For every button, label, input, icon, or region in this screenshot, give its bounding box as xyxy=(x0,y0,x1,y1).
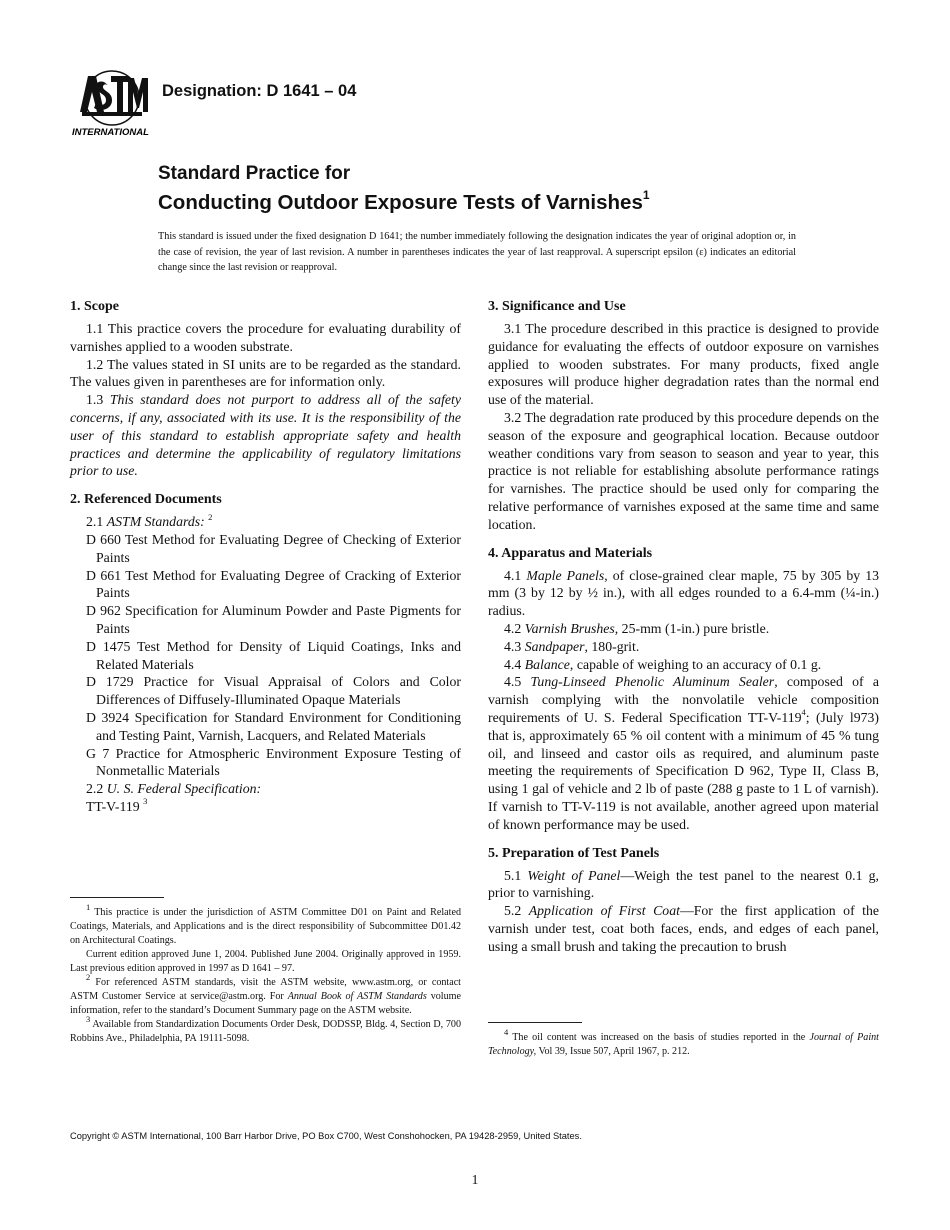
paragraph-text: , 180-grit. xyxy=(584,638,640,654)
reference-item: D 1729 Practice for Visual Appraisal of Colors and Color Differences of Diffusely-Illuminated Opaque Materials xyxy=(86,674,461,708)
section-significance-heading: 3. Significance and Use xyxy=(488,299,626,314)
issuance-notice: This standard is issued under the fixed designation D 1641; the number immediately following the designation indicates the year of original adoption or, in the case of revision, the year of last revision. A number in parentheses indicates the year of last reapproval. A superscript epsilon (ε) indicates an editorial change since the last revision or reapproval. xyxy=(158,231,796,274)
subsection-title: U. S. Federal Specification: xyxy=(106,781,262,797)
paragraph-text: , capable of weighing to an accuracy of 0.1 g. xyxy=(569,656,822,672)
footnotes-left xyxy=(70,901,461,1046)
reference-item: G 7 Practice for Atmospheric Environment Exposure Testing of Nonmetallic Materials xyxy=(86,745,461,779)
paragraph-1-3 xyxy=(70,391,461,480)
reference-item: D 1475 Test Method for Density of Liquid Coatings, Inks and Related Materials xyxy=(86,638,461,672)
paragraph-4-5 xyxy=(488,673,879,833)
paragraph-number: 4.2 xyxy=(504,620,525,636)
footnote-text: This practice is under the jurisdiction of ASTM Committee D01 on Paint and Related Coatings, Materials, and Applications and is the direct responsibility of Subcommittee D01.42 on Architectural Coatings. xyxy=(70,907,461,946)
subsection-title: ASTM Standards: xyxy=(106,514,205,530)
astm-logo xyxy=(68,68,152,138)
copyright-notice: Copyright © ASTM International, 100 Barr Harbor Drive, PO Box C700, West Conshohocken, PA 19428-2959, United States. xyxy=(70,1131,582,1141)
footnote-text: For referenced ASTM standards, visit the ASTM website, www.astm.org, or contact ASTM Customer Service at service@astm.org. For xyxy=(70,977,461,1002)
section-preparation-heading: 5. Preparation of Test Panels xyxy=(488,845,660,861)
footnote-1 xyxy=(70,901,461,948)
designation: Designation: D 1641 – 04 xyxy=(162,82,357,100)
footnote-number: 2 xyxy=(86,971,91,982)
footnote-number: 4 xyxy=(504,1026,509,1037)
title-block xyxy=(158,163,858,215)
paragraph-text: —For the first application of the varnish under test, coat both faces, ends, and edges of each panel, using a small brush and taking the precaution to brush xyxy=(488,903,880,954)
astm-logo-icon xyxy=(68,68,152,138)
paragraph-4-2 xyxy=(488,620,879,638)
title-line-2 xyxy=(158,185,858,215)
paragraph-text: —Weigh the test panel to the nearest 0.1 g, prior to varnishing. xyxy=(488,867,879,901)
footnote-italic: Annual Book of ASTM Standards xyxy=(287,991,427,1002)
footnote-1-approval: Current edition approved June 1, 2004. Published June 2004. Originally approved in 1959. Last previous edition approved in 1997 as D 1641 – 97. xyxy=(70,949,461,974)
paragraph-text: , of close-grained clear maple, 75 by 305 by 13 mm (3 by 12 by ½ in.), with all edges rounded to a 6.4-mm (¼-in.) radius. xyxy=(488,567,879,619)
paragraph-number: 5.2 xyxy=(504,903,529,919)
paragraph-number: 5.1 xyxy=(504,867,528,883)
federal-spec-label xyxy=(70,780,461,798)
left-column xyxy=(70,297,461,816)
page-number: 1 xyxy=(471,1172,479,1187)
reference-item: D 661 Test Method for Evaluating Degree of Cracking of Exterior Paints xyxy=(86,567,461,601)
astm-standards-label xyxy=(70,513,461,531)
reference-code: TT-V-119 xyxy=(86,798,140,814)
footnote-text: volume information, refer to the standard’s Document Summary page on the ASTM website. xyxy=(70,991,461,1016)
title-line-1: Standard Practice for xyxy=(158,163,351,184)
footnote-divider xyxy=(70,897,164,898)
paragraph-number: 4.1 xyxy=(504,567,527,583)
term: Sandpaper xyxy=(524,638,585,654)
paragraph-1-1: 1.1 This practice covers the procedure for evaluating durability of varnishes applied to a wooden substrate. xyxy=(70,321,461,354)
paragraph-number: 4.3 xyxy=(504,638,525,654)
paragraph-text: ; (July l973) that is, approximately 65 % oil content with a minimum of 45 % tung oil, and linseed and castor oils as required, and aluminum paste meeting the requirements of Specification D 962, Type II, Class B, using 1 gal of vehicle and 2 lb of paste (288 g paste to 1 L of varnish). If varnish to TT-V-119 is not available, another agreed upon material of known performance may be used. xyxy=(488,709,879,832)
paragraph-number: 2.1 xyxy=(86,514,107,530)
footnote-number: 1 xyxy=(86,901,91,912)
footnote-divider xyxy=(488,1022,582,1023)
footnote-ref: 4 xyxy=(801,707,806,718)
footnote-3 xyxy=(70,1013,461,1046)
footnote-ref: 2 xyxy=(208,511,213,522)
term: Maple Panels xyxy=(526,567,605,583)
section-scope-heading: 1. Scope xyxy=(70,299,119,314)
footnote-italic: Journal of Paint Technology, xyxy=(488,1032,879,1057)
paragraph-4-1 xyxy=(488,567,879,620)
footnote-text: Vol 39, Issue 507, April 1967, p. 212. xyxy=(536,1046,690,1057)
footnote-2 xyxy=(70,971,461,1018)
paragraph-1-2: 1.2 The values stated in SI units are to be regarded as the standard. The values given in parentheses are for information only. xyxy=(70,356,461,390)
reference-item: D 962 Specification for Aluminum Powder and Paste Pigments for Paints xyxy=(86,603,461,636)
footnotes-right xyxy=(488,1026,879,1059)
section-referenced-heading: 2. Referenced Documents xyxy=(70,492,222,508)
right-column xyxy=(488,297,879,956)
paragraph-number: 2.2 xyxy=(86,781,107,797)
paragraph-number: 4.4 xyxy=(504,656,525,672)
term: Application of First Coat xyxy=(528,903,680,919)
title-footnote-ref: 1 xyxy=(642,188,650,202)
footnote-text: The oil content was increased on the basis of studies reported in the xyxy=(508,1032,810,1043)
paragraph-4-4 xyxy=(488,656,879,674)
paragraph-text: , composed of a varnish complying with the nonvolatile vehicle composition requirements of U. S. Federal Specification TT-V-119 xyxy=(488,674,879,725)
reference-item: D 660 Test Method for Evaluating Degree of Checking of Exterior Paints xyxy=(86,531,461,565)
paragraph-5-2 xyxy=(488,902,879,955)
federal-spec-item xyxy=(70,798,461,816)
term: Tung-Linseed Phenolic Aluminum Sealer xyxy=(530,674,775,690)
paragraph-3-1: 3.1 The procedure described in this practice is designed to provide guidance for evaluating the effects of outdoor exposure on varnishes applied to wooden substrates. For many products, fixed angle exposures will produce higher degradation rates than the normal end use of the material. xyxy=(488,321,879,408)
footnote-ref: 3 xyxy=(143,796,148,807)
paragraph-4-3 xyxy=(488,638,879,656)
title-text: Conducting Outdoor Exposure Tests of Varnishes xyxy=(158,190,643,214)
footnote-text: Available from Standardization Documents Order Desk, DODSSP, Bldg. 4, Section D, 700 Robbins Ave., Philadelphia, PA 19111-5098. xyxy=(70,1019,461,1044)
paragraph-5-1 xyxy=(488,867,879,903)
paragraph-number: 1.3 xyxy=(86,392,110,408)
term: Balance xyxy=(524,656,570,672)
term: Varnish Brushes xyxy=(524,620,615,636)
term: Weight of Panel xyxy=(527,867,621,883)
paragraph-text: , 25-mm (1-in.) pure bristle. xyxy=(614,620,770,636)
footnote-number: 3 xyxy=(86,1013,91,1024)
reference-item: D 3924 Specification for Standard Environment for Conditioning and Testing Paint, Varnish, Lacquers, and Related Materials xyxy=(86,709,461,743)
section-apparatus-heading: 4. Apparatus and Materials xyxy=(488,545,653,561)
paragraph-3-2: 3.2 The degradation rate produced by this procedure depends on the season of the exposure and geographical location. Because outdoor weather conditions vary from season to season and year to year, this practice is not reliable for establishing absolute performance ratings for varnishes. The practice should be used only for comparing the relative performance of varnishes exposed at the same time and same location. xyxy=(488,409,879,532)
logo-text: INTERNATIONAL xyxy=(72,127,149,138)
safety-caveat: This standard does not purport to address all of the safety concerns, if any, associated with its use. It is the responsibility of the user of this standard to establish appropriate safety and health practices and determine the applicability of regulatory limitations prior to use. xyxy=(70,392,461,479)
paragraph-number: 4.5 xyxy=(504,674,531,690)
footnote-4 xyxy=(488,1026,879,1059)
